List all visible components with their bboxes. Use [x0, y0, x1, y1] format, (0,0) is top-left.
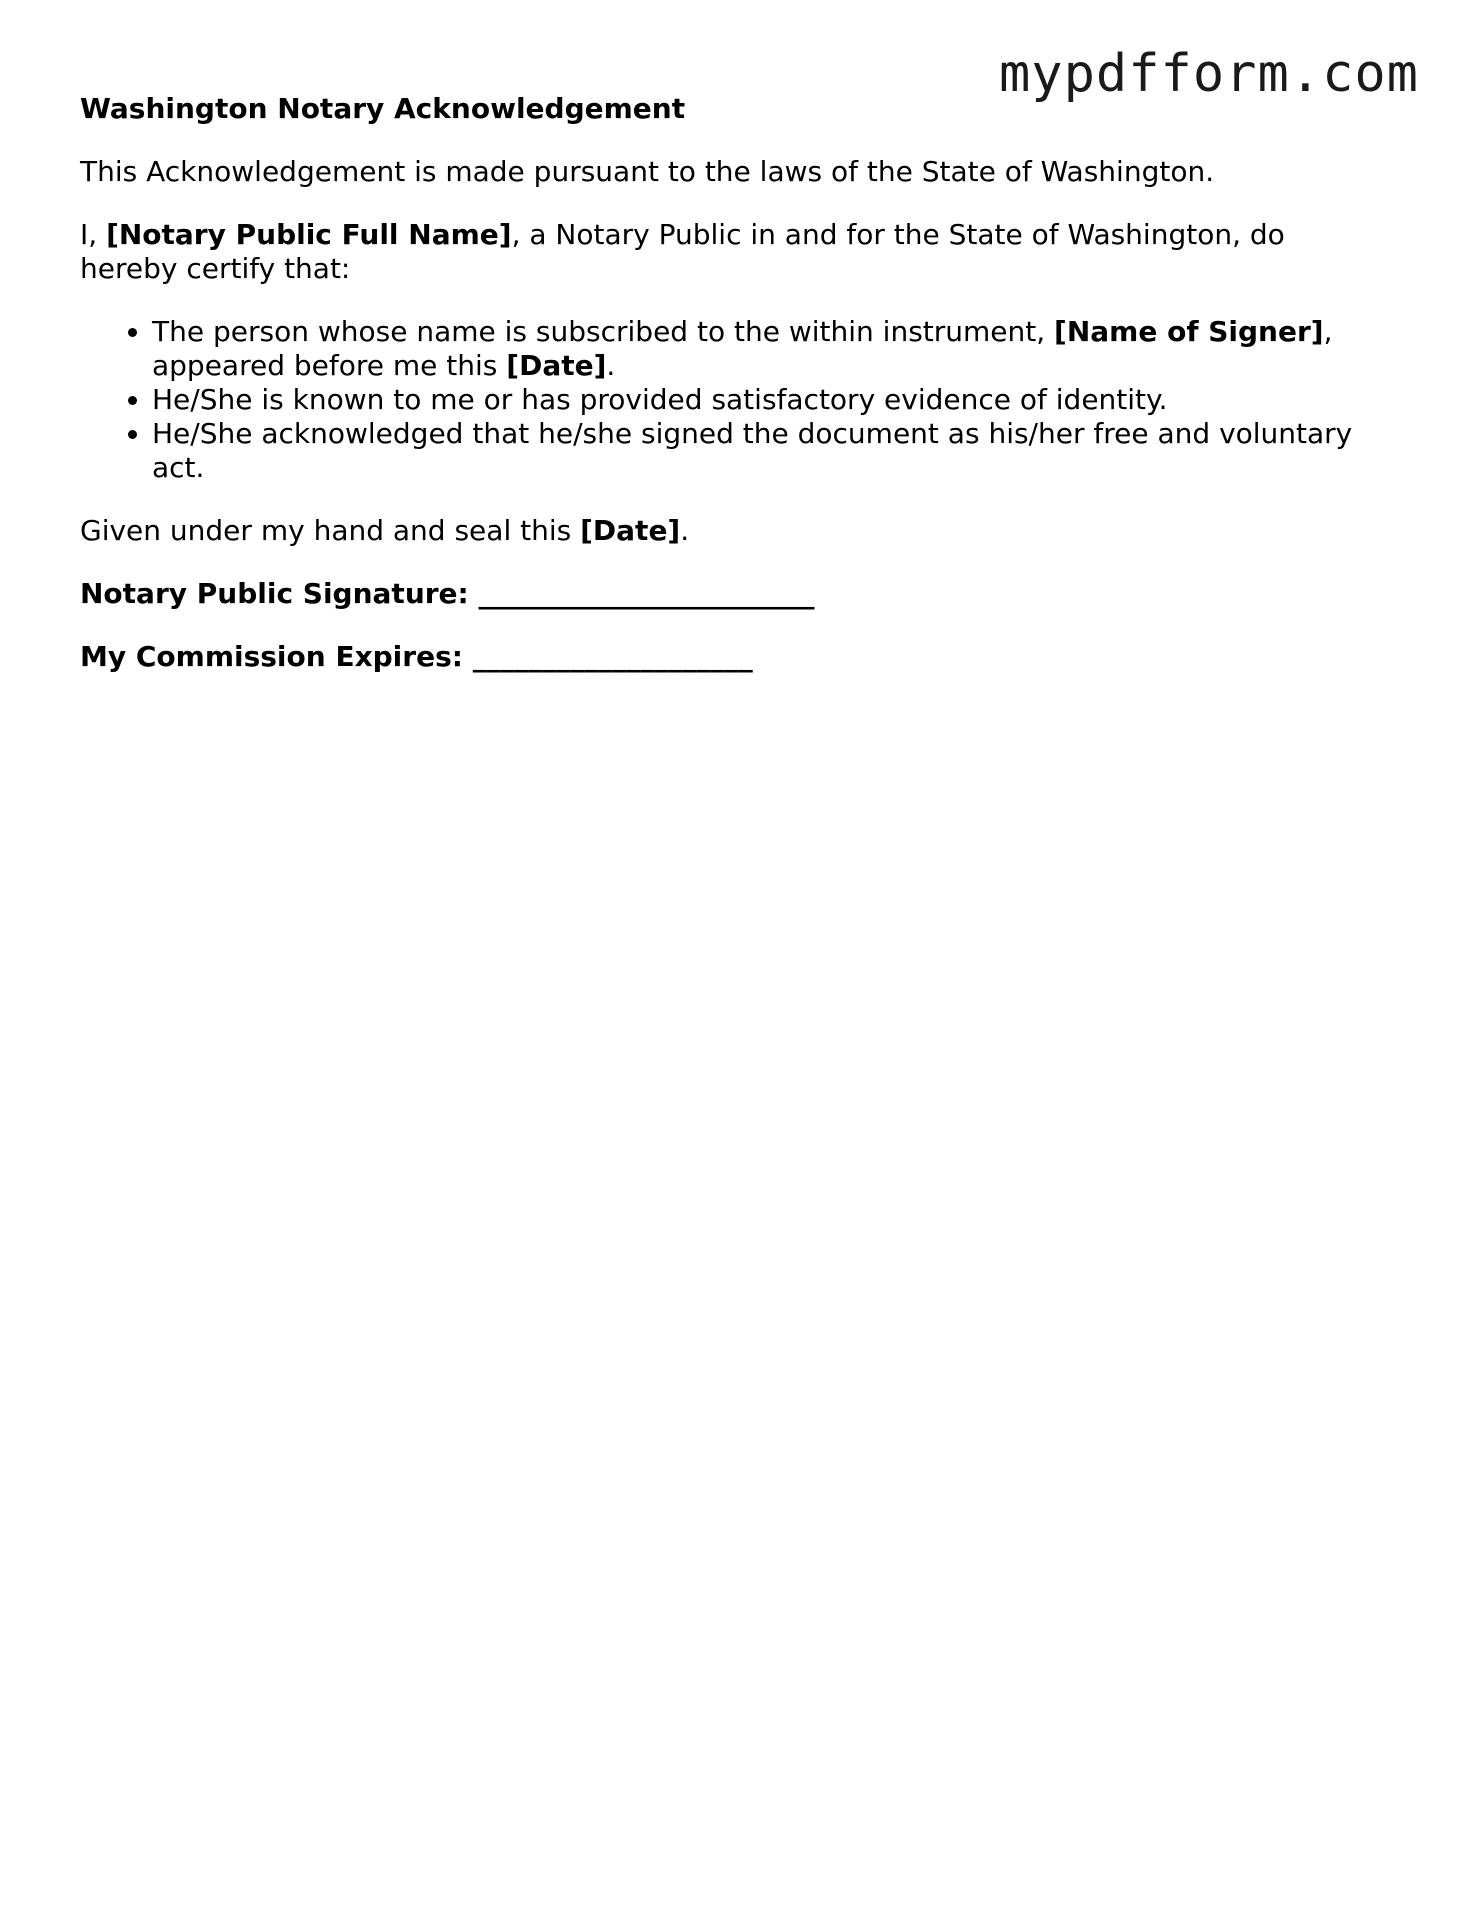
bullet-text: The person whose name is subscribed to the within instrument, — [152, 315, 1055, 348]
certify-paragraph — [80, 218, 1390, 286]
watermark-brand: mypdfform.com — [999, 44, 1419, 104]
notary-name-placeholder: [Notary Public Full Name] — [106, 218, 512, 251]
signature-line — [80, 577, 1390, 611]
certification-list — [80, 315, 1390, 485]
given-paragraph — [80, 514, 1390, 548]
bullet-text: , appeared before me this — [152, 315, 1333, 382]
signer-name-placeholder: [Name of Signer] — [1054, 315, 1324, 348]
commission-blank[interactable]: ____________________ — [472, 640, 753, 673]
bullet-text: . — [606, 349, 616, 382]
list-item: • He/She acknowledged that he/she signed the document as his/her free and voluntary act. — [152, 417, 1390, 485]
list-item — [152, 315, 1390, 383]
signature-blank[interactable]: ________________________ — [478, 577, 815, 610]
given-end: . — [680, 514, 690, 547]
commission-line — [80, 640, 1390, 674]
given-prefix: Given under my hand and seal this — [80, 514, 581, 547]
list-item: • He/She is known to me or has provided satisfactory evidence of identity. — [152, 383, 1390, 417]
intro-paragraph: This Acknowledgement is made pursuant to the laws of the State of Washington. — [80, 155, 1215, 188]
certify-prefix: I, — [80, 218, 107, 251]
date-placeholder: [Date] — [506, 349, 607, 382]
given-date-placeholder: [Date] — [580, 514, 681, 547]
certify-suffix: , a Notary Public in and for the State of Washington, do hereby certify that: — [80, 218, 1285, 285]
document-body — [80, 92, 1390, 703]
signature-label: Notary Public Signature: — [80, 577, 479, 610]
document-title: Washington Notary Acknowledgement — [80, 92, 686, 125]
commission-label: My Commission Expires: — [80, 640, 473, 673]
